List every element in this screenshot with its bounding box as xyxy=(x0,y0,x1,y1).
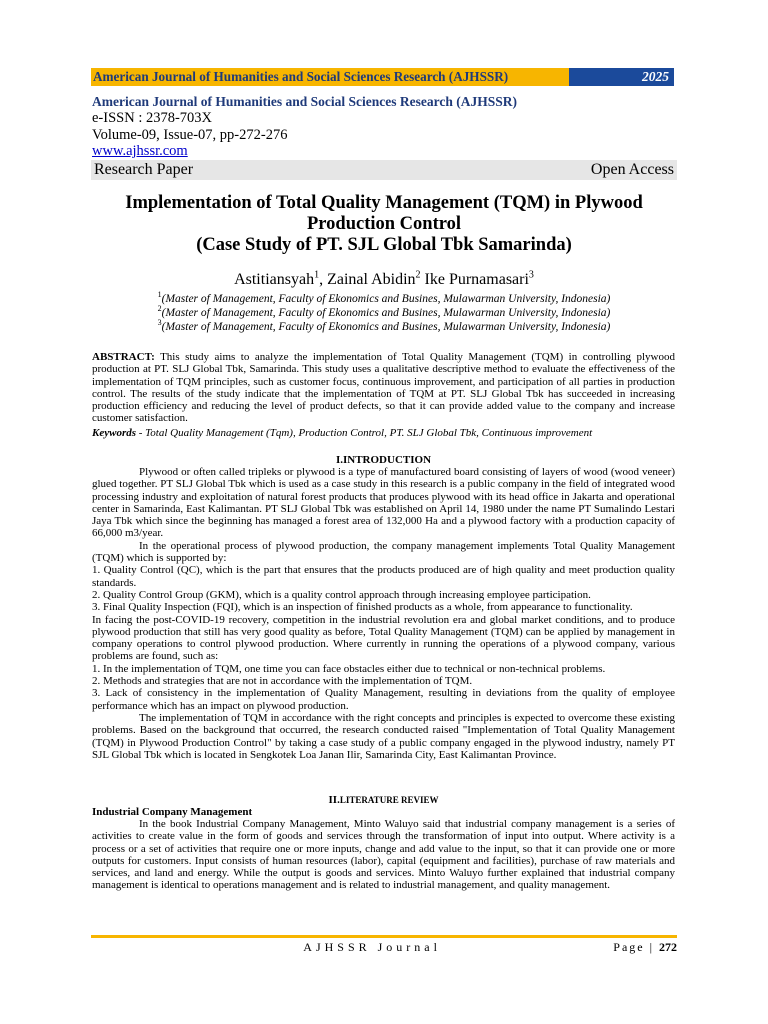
affiliation-3-text: (Master of Management, Faculty of Ekonomics and Busines, Mulawarman University, Indonesia) xyxy=(161,321,611,333)
author-1: Astitiansyah xyxy=(234,271,315,288)
banner-journal-name: American Journal of Humanities and Social Sciences Research (AJHSSR) xyxy=(91,68,569,86)
author-1-sup: 1 xyxy=(314,269,320,281)
title-line-1: Implementation of Total Quality Management (TQM) in Plywood xyxy=(125,193,643,213)
intro-paragraph-3: In facing the post-COVID-19 recovery, competition in the industrial revolution era and global market conditions, and to produce plywood production that still has very good quality as before, Total Quality Management (TQM) can be applied by management in company operations to control plywood production. Where currently in running the operations of a plywood company, various problems are found, such as: xyxy=(92,613,675,663)
introduction-body xyxy=(92,466,675,761)
author-3-sup: 3 xyxy=(528,269,534,281)
author-3: Ike Purnamasari xyxy=(424,271,529,288)
literature-paragraph-1: In the book Industrial Company Management, Minto Waluyo said that industrial company management is a series of activities to create value in the form of goods and services through the transformation of input into output. Where activity is a process or a set of activities that require one or more inputs, change and add value to the input, so that it can provide one or more outputs for customers. Input consists of human resources (labor), capital (equipment and facilities), purchase of raw materials and services, and land and energy. While the output is goods and services. Minto Waluyo further explained that industrial company management is identical to operations management and is related to industrial management, and quality management. xyxy=(92,818,675,892)
banner-year: 2025 xyxy=(569,68,674,86)
title-line-2: Production Control xyxy=(306,214,461,234)
paper-type-bar xyxy=(91,160,677,180)
journal-issn: e-ISSN : 2378-703X xyxy=(92,110,213,126)
intro-list1-item-1: 1. Quality Control (QC), which is the part that ensures that the products produced are of high quality and meet production quality standards. xyxy=(92,564,675,589)
page-footer xyxy=(91,940,677,955)
author-list xyxy=(84,270,684,290)
introduction-heading: I.INTRODUCTION xyxy=(335,454,432,466)
author-sep: , xyxy=(319,271,328,288)
affiliation-3 xyxy=(84,320,684,334)
paper-title xyxy=(84,193,684,256)
footer-page-label: Page | xyxy=(613,940,654,954)
footer-journal: AJHSSR Journal xyxy=(303,940,441,954)
journal-banner xyxy=(91,68,674,86)
author-2-sup: 2 xyxy=(415,269,421,281)
footer-page-number: 272 xyxy=(659,940,677,954)
literature-heading-text: LITERATURE REVIEW xyxy=(339,795,439,805)
literature-body xyxy=(92,818,675,892)
intro-list2-item-3: 3. Lack of consistency in the implementation of Quality Management, resulting in deviations from the quality of employee performance which has an impact on plywood production. xyxy=(92,687,675,712)
paper-type: Research Paper xyxy=(94,161,194,178)
literature-heading-number: II. xyxy=(328,794,340,806)
literature-heading xyxy=(92,794,675,806)
affiliation-2 xyxy=(84,306,684,320)
keywords-text: - Total Quality Management (Tqm), Production Control, PT. SLJ Global Tbk, Continuous improvement xyxy=(136,427,593,439)
affiliation-2-text: (Master of Management, Faculty of Ekonomics and Busines, Mulawarman University, Indonesia) xyxy=(161,307,611,319)
abstract-label: ABSTRACT: xyxy=(92,351,155,363)
affiliation-3-sup: 3 xyxy=(157,318,162,328)
keywords-label: Keywords xyxy=(92,427,136,439)
intro-paragraph-2: In the operational process of plywood production, the company management implements Total Quality Management (TQM) which is supported by: xyxy=(92,539,675,565)
abstract-text: This study aims to analyze the implementation of Total Quality Management (TQM) in controlling plywood production at PT. SLJ Global Tbk, Samarinda. This study uses a qualitative descriptive method to evaluate the effectiveness of the implementation of TQM principles, such as customer focus, continuous improvement, and participation of all parties in production control. The results of the study indicate that the implementation of TQM at PT. SLJ Global Tbk has succeeded in increasing production efficiency and reducing the level of product defects, so that it can provide added value to the company and increase customer satisfaction. xyxy=(92,351,675,425)
author-2: Zainal Abidin xyxy=(327,271,416,288)
footer-page xyxy=(613,940,677,955)
journal-website-link[interactable]: www.ajhssr.com xyxy=(92,143,188,159)
footer-divider xyxy=(91,935,677,938)
title-line-3: (Case Study of PT. SJL Global Tbk Samarinda) xyxy=(196,235,572,255)
journal-title: American Journal of Humanities and Social Sciences Research (AJHSSR) xyxy=(92,94,517,109)
intro-paragraph-1: Plywood or often called tripleks or plywood is a type of manufactured board consisting of layers of wood (wood veneer) glued together. PT SLJ Global Tbk which is used as a case study in this research is a public company in the field of integrated wood processing industry and exploitation of natural forest products that produces plywood with its head office in Jakarta and operational center in Samarinda, East Kalimantan. PT SLJ Global Tbk was established on April 14, 1980 under the name PT Sumalindo Lestari Jaya Tbk which since the beginning has managed a forest area of 132,000 Ha and a plywood factory with a production capacity of 66,000 m3/year. xyxy=(92,466,675,540)
intro-paragraph-4: The implementation of TQM in accordance with the right concepts and principles is expected to overcome these existing problems. Based on the background that occurred, the research conducted raised "Implementation of Total Quality Management (TQM) in Plywood Production Control" by taking a case study of a public company engaged in the plywood industry, namely PT SJL Global Tbk which is located in Sengkotek Loa Janan Ilir, Samarinda City, East Kalimantan Province. xyxy=(92,711,675,761)
intro-list2-item-2: 2. Methods and strategies that are not in accordance with the implementation of TQM. xyxy=(92,675,473,688)
affiliation-1 xyxy=(84,292,684,306)
journal-volume: Volume-09, Issue-07, pp-272-276 xyxy=(92,126,288,143)
intro-list1-item-2: 2. Quality Control Group (GKM), which is a quality control approach through increasing employee participation. xyxy=(92,588,591,601)
journal-header xyxy=(92,93,682,160)
affiliation-1-sup: 1 xyxy=(157,290,162,300)
keywords xyxy=(92,427,675,439)
intro-list2-item-1: 1. In the implementation of TQM, one time you can face obstacles either due to technical or non-technical problems. xyxy=(92,662,606,675)
open-access-label: Open Access xyxy=(590,161,674,178)
literature-subheading: Industrial Company Management xyxy=(92,806,253,818)
abstract xyxy=(92,351,675,425)
affiliation-1-text: (Master of Management, Faculty of Ekonomics and Busines, Mulawarman University, Indonesia) xyxy=(161,293,611,305)
affiliation-2-sup: 2 xyxy=(157,304,162,314)
intro-list1-item-3: 3. Final Quality Inspection (FQI), which is an inspection of finished products as a whole, from appearance to functionality. xyxy=(92,601,633,614)
